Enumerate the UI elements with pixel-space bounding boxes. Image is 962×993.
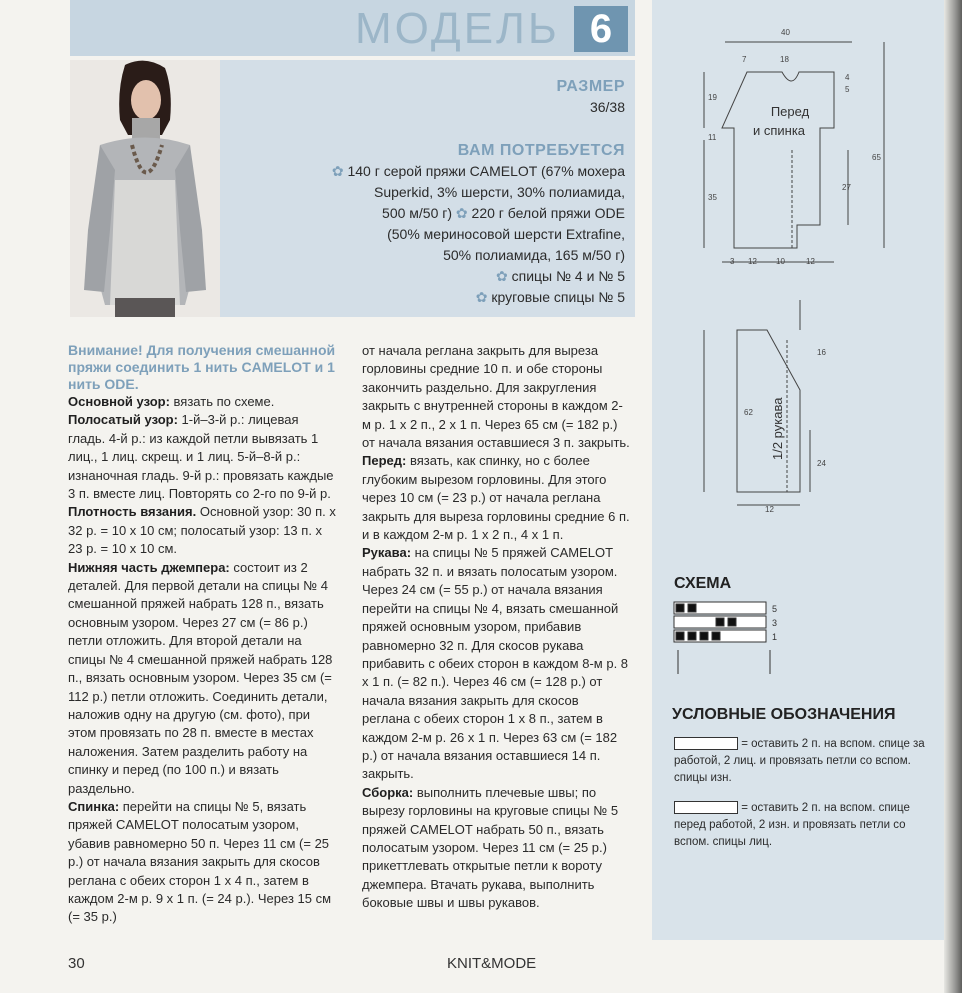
- legend-item-2: = оставить 2 п. на вспом. спице перед работой, 2 изн. и провязать петли со вспом. спицы лиц.: [674, 802, 910, 848]
- materials-line: ✿ 140 г серой пряжи CAMELOT (67% мохера: [331, 163, 625, 179]
- dim-label: 4: [845, 73, 850, 82]
- info-block: [240, 76, 625, 308]
- attention-note: Внимание! Для получения смешанной пряжи соединить 1 нить CAMELOT и 1 нить ODE.: [68, 342, 336, 392]
- sleeve-label: 1/2 рукава: [770, 397, 785, 460]
- model-number: 6: [574, 6, 628, 52]
- materials-line: 500 м/50 г) ✿ 220 г белой пряжи ODE: [382, 205, 625, 221]
- star-bullet-icon: ✿: [452, 205, 472, 221]
- dim-label: 12: [765, 505, 774, 514]
- dim-label: 27: [842, 183, 851, 192]
- cable-symbol-icon: [674, 737, 738, 750]
- page-number: 30: [68, 955, 85, 972]
- dim-label: 19: [708, 93, 717, 102]
- materials-line: ✿ спицы № 4 и № 5: [496, 268, 625, 284]
- pattern-diagram: [652, 0, 944, 560]
- model-photo: [70, 60, 220, 317]
- dim-label: 12: [748, 257, 757, 266]
- materials-line: (50% мериносовой шерсти Extrafine,: [387, 226, 625, 242]
- size-value: 36/38: [589, 99, 625, 115]
- dim-label: 40: [781, 28, 790, 37]
- materials-label: ВАМ ПОТРЕБУЕТСЯ: [457, 142, 625, 159]
- dim-label: 16: [817, 348, 826, 357]
- row-label: 1: [772, 632, 778, 642]
- star-bullet-icon: ✿: [331, 163, 348, 179]
- right-panel: [652, 0, 944, 940]
- dim-label: 62: [744, 408, 753, 417]
- star-bullet-icon: ✿: [496, 268, 512, 284]
- dim-label: 35: [708, 193, 717, 202]
- dim-label: 5: [845, 85, 850, 94]
- magazine-brand: KNIT&MODE: [447, 955, 537, 972]
- text-column-2: от начала реглана закрыть для выреза горловины средние 10 п. и обе стороны закончить раздельно. Для закругления закрыть с внутренней стороны в каждом 2-м р. 1 х 2 п., 2 х 1 п. Через 65 см (= 182 р.) от начала вязания оставшиеся 3 п. закрыть. Перед: вязать, как спинку, но с более глубоким вырезом горловины. Для этого через 10 см (= 23 р.) от начала реглана закрыть для выреза горловины средние 6 п. и в каждом 2-м р. 1 х 2 п., 4 х 1 п. Рукава: на спицы № 5 пряжей CAMELOT набрать 32 п. и вязать полосатым узором. Через 24 см (= 55 р.) от начала вязания перейти на спицы № 4, вязать смешанной пряжей основным узором, прибавив равномерно 32 п. Для скосов рукава прибавить с обеих сторон в каждом 8-м р. 8 х 1 п. (= 82 п.). Через 46 см (= 128 р.) от начала вязания закрыть для скосов реглана с обеих сторон 1 х 8 п., затем в каждом 2-м р. 26 х 1 п. Через 63 см (= 182 р.) от начала вязания оставшиеся 14 п. закрыть. Сборка: выполнить плечевые швы; по вырезу горловины на круговые спицы № 5 пряжей CAMELOT набрать 50 п., вязать полосатым узором. Через 11 см (= 25 р.) прикеттлевать открытые петли к вороту джемпера. Втачать рукава, выполнить боковые швы и швы рукавов.: [362, 343, 630, 911]
- model-title: МОДЕЛЬ: [355, 4, 560, 53]
- row-label: 3: [772, 618, 778, 628]
- dim-label: 11: [708, 133, 717, 142]
- dim-label: 12: [806, 257, 815, 266]
- dim-label: 18: [780, 55, 789, 64]
- materials-line: ✿ круговые спицы № 5: [475, 289, 625, 305]
- materials-line: 50% полиамида, 165 м/50 г): [443, 247, 625, 263]
- front-back-label-2: и спинка: [752, 123, 806, 138]
- dim-label: 65: [872, 153, 881, 162]
- row-label: 5: [772, 604, 778, 614]
- dim-label: 7: [742, 55, 747, 64]
- photo-illustration: [70, 60, 220, 317]
- star-bullet-icon: ✿: [475, 289, 492, 305]
- scheme-title: СХЕМА: [674, 575, 732, 592]
- scheme-chart: [672, 598, 822, 678]
- dim-label: 24: [817, 459, 826, 468]
- size-label: РАЗМЕР: [556, 78, 625, 95]
- cable-symbol-icon: [674, 801, 738, 814]
- materials-line: Superkid, 3% шерсти, 30% полиамида,: [373, 184, 625, 200]
- front-back-label: Перед: [770, 104, 810, 119]
- scan-edge: [944, 0, 962, 993]
- dim-label: 10: [776, 257, 785, 266]
- legend-item-1: = оставить 2 п. на вспом. спице за работой, 2 лиц. и провязать петли со вспом. спицы изн.: [674, 738, 925, 784]
- legend-title: УСЛОВНЫЕ ОБОЗНАЧЕНИЯ: [672, 706, 896, 723]
- text-column-1: Внимание! Для получения смешанной пряжи соединить 1 нить CAMELOT и 1 нить ODE. Основной узор: вязать по схеме. Полосатый узор: 1-й–3-й р.: лицевая гладь. 4-й р.: из каждой петли вывязать 1 лиц., 1 лиц. скрещ. и 1 лиц. 5-й–8-й р.: изнаночная гладь. 9-й р.: провязать каждые 3 п. вместе лиц. Повторять со 2-го по 9-й р. Плотность вязания. Основной узор: 30 п. х 32 р. = 10 х 10 см; полосатый узор: 13 п. х 23 р. = 10 х 10 см. Нижняя часть джемпера: состоит из 2 деталей. Для первой детали на спицы № 4 смешанной пряжей набрать 128 п., вязать основным узором. Через 27 см (= 86 р.) петли отложить. Для второй детали на спицы № 4 смешанной пряжей набрать 128 п., вязать основным узором. Через 35 см (= 112 р.) петли отложить. Соединить детали, наложив одну на другую (см. фото), при этом провязать по 28 п. вместе в местах наложения. Затем разделить работу на спинку и перед (по 100 п.) и вязать раздельно. Спинка: перейти на спицы № 5, вязать пряжей CAMELOT полосатым узором, убавив равномерно 50 п. Через 11 см (= 25 р.) от начала вязания закрыть для скосов реглана с обеих сторон 1 х 4 п., затем в каждом 2-м р. 9 х 1 п. (= 24 р.). Через 15 см (= 35 р.): [68, 342, 336, 925]
- dim-label: 3: [730, 257, 735, 266]
